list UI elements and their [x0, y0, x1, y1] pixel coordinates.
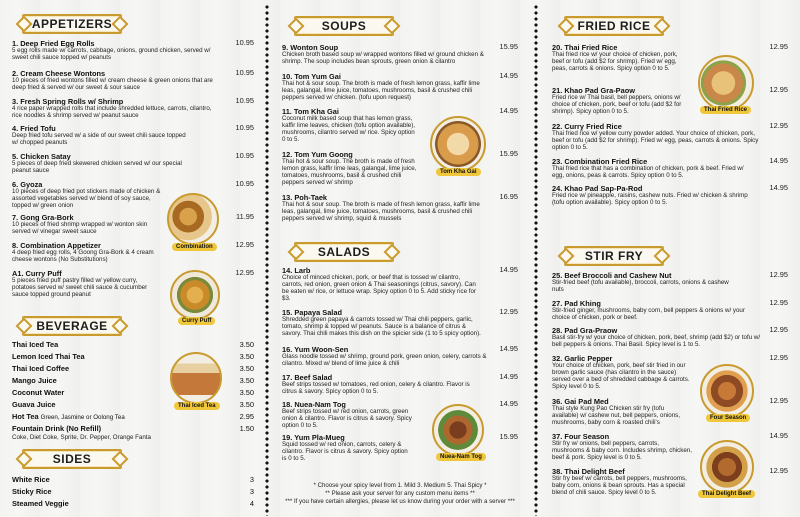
- item-price: 12.95: [769, 396, 788, 405]
- menu-item: [12, 153, 254, 175]
- item-name: 28. Pad Gra-Praow: [552, 326, 618, 335]
- item-name: Hot Tea: [12, 412, 39, 421]
- item-desc: Glass noodle tossed w/ shrimp, ground pork, green onion, celery, carrots & cilantro. Mixed w/ blend of lime juice & chili: [282, 353, 487, 368]
- menu-item: [12, 70, 254, 92]
- column-left: [12, 0, 254, 517]
- item-price: 12.95: [499, 307, 518, 316]
- menu-item: [552, 123, 788, 152]
- spicy-note: * Choose your spicy level from 1. Mild 3. Medium 5. Thai Spicy *: [313, 482, 487, 489]
- item-desc: Choice of minced chicken, pork, or beef that is tossed w/ cilantro, carrots, red onion, green onion & Thai seasonings (citrus, savory). Can be eaten w/ rice, or lettuce wrap. Spicy option 0 to 5. Add sticky rice for $3.: [282, 274, 476, 303]
- item-price: 3.50: [239, 340, 254, 349]
- item-desc: 5 pieces of deep fried skewered chicken served w/ our special peanut sauce: [12, 160, 182, 175]
- menu-item: [12, 499, 254, 508]
- item-desc: 4 deep fried egg rolls, 4 Goong Gra-Bork & 4 cream cheese wontons (No Substitutions): [12, 249, 154, 264]
- item-desc: Thai fried rice that has a combination of chicken, pork & beef. Fried w/ egg, onions, peas & carrots. Spicy option 0 to 5.: [552, 165, 744, 180]
- item-price: 3.50: [239, 352, 254, 361]
- stir-fry-heading: STIR FRY: [564, 246, 664, 266]
- sides-heading: SIDES: [22, 449, 122, 469]
- item-price: 15.95: [499, 149, 518, 158]
- item-name: Sticky Rice: [12, 487, 52, 496]
- item-price: 10.95: [235, 38, 254, 47]
- item-name: Mango Juice: [12, 376, 57, 385]
- menu-item: [552, 300, 788, 322]
- nuea-nam-tog-photo: [432, 404, 484, 456]
- item-name: 15. Papaya Salad: [282, 308, 342, 317]
- menu-item: [282, 346, 518, 368]
- item-price: 3: [249, 487, 254, 496]
- photo-caption: Thai Delight Beef: [698, 490, 755, 498]
- item-name: White Rice: [12, 475, 50, 484]
- item-name: 20. Thai Fried Rice: [552, 43, 618, 52]
- thai-fried-rice-photo: [698, 55, 754, 111]
- item-price: 14.95: [499, 344, 518, 353]
- item-price: 12.95: [769, 270, 788, 279]
- menu-item: [12, 242, 254, 264]
- item-price: 1.50: [239, 424, 254, 433]
- item-name: 38. Thai Delight Beef: [552, 467, 625, 476]
- item-price: 12.95: [769, 42, 788, 51]
- photo-caption: Combination: [172, 243, 217, 251]
- soups-heading: SOUPS: [294, 16, 394, 36]
- item-desc: Squid tossed w/ red onion, carrots, celery & cilantro. Flavor is citrus & savory. Spicy option is 0 to 5.: [282, 441, 408, 463]
- menu-item: [12, 40, 254, 62]
- item-name: 5. Chicken Satay: [12, 152, 71, 161]
- item-desc: Stir-fried beef (tofu available), broccoli, carrots, onions & cashew nuts: [552, 279, 729, 294]
- item-name: 3. Fresh Spring Rolls w/ Shrimp: [12, 97, 124, 106]
- item-price: 12.95: [769, 466, 788, 475]
- menu-item: [552, 272, 788, 294]
- item-price: 15.95: [499, 432, 518, 441]
- menu-item: [12, 475, 254, 484]
- item-price: 4: [249, 499, 254, 508]
- item-name: Thai Iced Coffee: [12, 364, 70, 373]
- item-price: 12.95: [235, 268, 254, 277]
- item-price: 10.95: [235, 123, 254, 132]
- menu-item: [552, 185, 788, 207]
- combination-photo: [167, 193, 219, 245]
- menu-item: [12, 487, 254, 496]
- item-name: 25. Beef Broccoli and Cashew Nut: [552, 271, 672, 280]
- item-price: 10.95: [235, 151, 254, 160]
- menu-item: [282, 267, 518, 303]
- item-desc: 4 rice paper wrapped rolls that include shredded lettuce, carrots, cilantro, rice noodles & shrimp served w/ peanut sauce: [12, 105, 212, 120]
- item-price: 12.95: [769, 353, 788, 362]
- thai-delight-beef-photo: [700, 440, 754, 494]
- item-name: 7. Gong Gra-Bork: [12, 213, 74, 222]
- item-price: 14.95: [499, 71, 518, 80]
- item-price: 10.95: [235, 179, 254, 188]
- item-name: 17. Beef Salad: [282, 373, 333, 382]
- item-price: 12.95: [769, 85, 788, 94]
- item-price: 15.95: [499, 42, 518, 51]
- item-name: 6. Gyoza: [12, 180, 43, 189]
- menu-item: [282, 194, 518, 223]
- menu-item: [552, 327, 788, 349]
- item-desc: Thai fried rice w/ your choice of chicken, pork, beef or tofu (add $2 for shrimp). Fried w/ egg, peas, carrots & onions. Spicy option 0 to 5.: [552, 51, 678, 73]
- item-desc: Thai hot & sour soup. The broth is made of fresh lemon grass, kaffir lime leas, galangal, lime juice, tomatoes, mushrooms, basil & crushed chili peppers served w/ chicken. (tofu upon request): [282, 80, 480, 102]
- item-price: 3.50: [239, 376, 254, 385]
- item-name: 14. Larb: [282, 266, 311, 275]
- item-name: Thai Iced Tea: [12, 340, 59, 349]
- item-name: 9. Wonton Soup: [282, 43, 339, 52]
- item-price: 14.95: [769, 431, 788, 440]
- item-name: 2. Cream Cheese Wontons: [12, 69, 106, 78]
- item-desc: 10 pieces of deep fried pot stickers made of chicken & assorted vegetables served w/ blend of soy sauce, topped w/ green onion: [12, 188, 161, 210]
- dotted-divider: [534, 4, 538, 516]
- item-name: Coconut Water: [12, 388, 65, 397]
- menu-item: [12, 412, 254, 422]
- item-price: 3: [249, 475, 254, 484]
- item-desc: 5 egg rolls made w/ carrots, cabbage, onions, ground chicken, served w/ sweet chili sauce topped w/ peanuts: [12, 47, 211, 62]
- item-desc: Coconut milk based soup that has lemon grass, kaffir lime leaves, chicken (tofu option available), mushrooms, cilantro served w/ rice. Spicy option 0 to 5.: [282, 115, 415, 144]
- menu-item: [12, 125, 254, 147]
- dotted-divider: [265, 4, 269, 516]
- item-price: 11.95: [236, 212, 254, 221]
- photo-caption: Tom Kha Gai: [436, 168, 481, 176]
- item-desc: Beef strips tossed w/ tomatoes, red onion, celery & cilantro. Flavor is citrus & savory. Spicy option 0 to 5.: [282, 381, 470, 396]
- curry-puff-photo: [170, 270, 220, 320]
- menu-item: [282, 374, 518, 396]
- item-price: 14.95: [769, 183, 788, 192]
- item-price: 12.95: [769, 121, 788, 130]
- item-name: 36. Gai Pad Med: [552, 397, 609, 406]
- item-price: 10.95: [235, 68, 254, 77]
- item-name: 18. Nuea-Nam Tog: [282, 400, 346, 409]
- column-middle: [282, 0, 518, 517]
- menu-item: [552, 158, 788, 180]
- menu-item: [552, 398, 788, 427]
- item-desc: Stir fry w/ onions, bell peppers, carrots, mushrooms & baby corn. Includes shrimp, chicken, beef & pork. Spicy level is 0 to 5.: [552, 440, 692, 462]
- item-desc: Deep fried tofu served w/ a side of our sweet chili sauce topped w/ chopped peanuts: [12, 132, 186, 147]
- item-name: 12. Tom Yum Goong: [282, 150, 353, 159]
- item-name: 1. Deep Fried Egg Rolls: [12, 39, 95, 48]
- item-name: 13. Poh-Taek: [282, 193, 328, 202]
- item-name: 10. Tom Yum Gai: [282, 72, 341, 81]
- item-price: 12.95: [769, 298, 788, 307]
- item-name: 21. Khao Pad Gra-Paow: [552, 86, 635, 95]
- item-name: 23. Combination Fried Rice: [552, 157, 648, 166]
- item-name: Fountain Drink (No Refill): [12, 424, 102, 433]
- item-name: Lemon Iced Thai Tea: [12, 352, 85, 361]
- menu-item: [12, 424, 254, 433]
- item-desc: Thai style Kung Pao Chicken stir fry (tofu available) w/ cashew nut, bell peppers, onions, mushrooms, baby corn & roasted chili's: [552, 405, 680, 427]
- custom-note: ** Please ask your server for any custom menu items **: [325, 490, 475, 497]
- menu-item: [282, 309, 518, 338]
- item-desc: 10 pieces of fried shrimp wrapped w/ wonton skin served w/ vinegar sweet sauce: [12, 221, 148, 236]
- item-name: Steamed Veggie: [12, 499, 69, 508]
- photo-caption: Curry Puff: [178, 317, 215, 325]
- item-desc: Thai fried rice w/ yellow curry powder added. Your choice of chicken, pork, beef or tofu (add $2 for shrimp). Fried w/ egg, peas, carrots & onions. Spicy option 0 to 5.: [552, 130, 759, 152]
- item-desc: Beef strips tossed w/ red onion, carrots, green onion & cilantro. Flavor is citrus & savory. Spicy option 0 to 5.: [282, 408, 412, 430]
- item-name: 16. Yum Woon-Sen: [282, 345, 349, 354]
- beverage-heading: BEVERAGE: [22, 316, 122, 336]
- item-price: 14.95: [769, 156, 788, 165]
- photo-caption: Four Season: [706, 414, 750, 422]
- menu-item: [12, 340, 254, 349]
- item-name: 22. Curry Fried Rice: [552, 122, 622, 131]
- item-price: 14.95: [499, 372, 518, 381]
- item-desc: Thai hot & sour soup. The broth is made of fresh lemon grass, kaffir lime leas, galangal, lime juice, tomatoes, mushrooms, basil & crushed chili peppers served w/ shrimp: [282, 158, 417, 187]
- item-desc: 10 pieces of fried wontons filled w/ cream cheese & green onions that are deep fried & served w/ our sweet & sour sauce: [12, 77, 213, 92]
- item-name: 37. Four Season: [552, 432, 610, 441]
- item-price: 16.95: [499, 192, 518, 201]
- photo-caption: Thai Iced Tea: [174, 402, 220, 410]
- item-price: 12.95: [235, 240, 254, 249]
- item-price: 10.95: [235, 96, 254, 105]
- menu-item: [282, 73, 518, 102]
- menu-item: [12, 181, 254, 210]
- appetizers-heading: APPETIZERS: [22, 14, 122, 34]
- item-desc: 5 pieces fried puff pastry filled w/ yellow curry, potatoes served w/ sweet chili sauce & cucumber sauce topped ground peanut: [12, 277, 148, 299]
- item-desc: Fried rice w/ pineapple, raisins, cashew nuts. Fried w/ chicken & shrimp (tofu option available). Spicy option 0 to 5.: [552, 192, 748, 207]
- item-price: 2.95: [239, 412, 254, 421]
- thai-iced-tea-photo: [170, 352, 222, 404]
- item-name: 11. Tom Kha Gai: [282, 107, 339, 116]
- item-price: 14.95: [499, 399, 518, 408]
- menu-item: [552, 44, 788, 73]
- column-right: [552, 0, 788, 517]
- item-name: 4. Fried Tofu: [12, 124, 56, 133]
- item-price: 12.95: [769, 325, 788, 334]
- item-sub: Green, Jasmine or Oolong Tea: [40, 414, 125, 421]
- photo-caption: Thai Fried Rice: [700, 106, 751, 114]
- item-price: 14.95: [499, 106, 518, 115]
- item-desc: Stir fry beef w/ carrots, bell peppers, mushrooms, baby corn, onions & bean sprouts. Has a special blend of chili sauce. Spicy level 0 to 5.: [552, 475, 687, 497]
- item-desc: Stir-fried ginger, mushrooms, baby corn, bell peppers & onions w/ your choice of chicken, pork or beef.: [552, 307, 745, 322]
- item-desc: Shredded green papaya & carrots tossed w/ Thai chili peppers, garlic, tomato, shrimp & topped w/ peanuts. Sauce is a balance of citrus & savory. Thai chili makes this dish on the spicier side (1 to 5 spicy option).: [282, 316, 481, 338]
- photo-caption: Nuea-Nam Tog: [436, 453, 486, 461]
- item-name: 24. Khao Pad Sap-Pa-Rod: [552, 184, 643, 193]
- allergy-note: *** If you have certain allergies, please let us know during your order with a server ***: [285, 498, 515, 505]
- item-name: 19. Yum Pla-Mueg: [282, 433, 345, 442]
- item-price: 3.50: [239, 388, 254, 397]
- item-price: 3.50: [239, 364, 254, 373]
- item-desc: Basil stir-fry w/ your choice of chicken, pork, beef, shrimp (add $2) or tofu w/ bell peppers & onions. Thai Basil. Spicy level is 1 to 5.: [552, 334, 761, 349]
- fried-rice-heading: FRIED RICE: [564, 16, 664, 36]
- item-name: Guava Juice: [12, 400, 56, 409]
- item-name: A1. Curry Puff: [12, 269, 62, 278]
- item-desc: Coke, Diet Coke, Sprite, Dr. Pepper, Orange Fanta: [12, 434, 151, 441]
- tom-kha-gai-photo: [430, 116, 486, 172]
- four-season-photo: [700, 364, 754, 418]
- item-desc: Chicken broth based soup w/ wrapped wontons filled w/ ground chicken & shrimp. The soup includes bean sprouts, green onion & cilantro: [282, 51, 484, 66]
- item-desc: Fried rice w/ Thai basil, bell peppers, onions w/ choice of chicken, pork, beef or tofu (add $2 for shrimp). Spicy option 0 to 5.: [552, 94, 682, 116]
- menu-item: [282, 44, 518, 66]
- item-price: 14.95: [499, 265, 518, 274]
- item-name: 27. Pad Khing: [552, 299, 601, 308]
- menu-item: [12, 98, 254, 120]
- item-desc: Your choice of chicken, pork, beef stir fried in our brown garlic sauce (has cilantro in the sauce) served over a bed of shredded cabbage & carrots. Spicy level 0 to 5.: [552, 362, 690, 391]
- item-price: 3.50: [239, 400, 254, 409]
- item-name: 8. Combination Appetizer: [12, 241, 101, 250]
- item-desc: Thai hot & sour soup. The broth is made of fresh lemon grass, kaffir lime leas, galangal, lime juice, tomatoes, mushrooms, basil & crushed chili peppers served w/ shrimp, squid & mussels: [282, 201, 480, 223]
- menu-item: [12, 352, 254, 361]
- salads-heading: SALADS: [294, 242, 394, 262]
- item-name: 32. Garlic Pepper: [552, 354, 613, 363]
